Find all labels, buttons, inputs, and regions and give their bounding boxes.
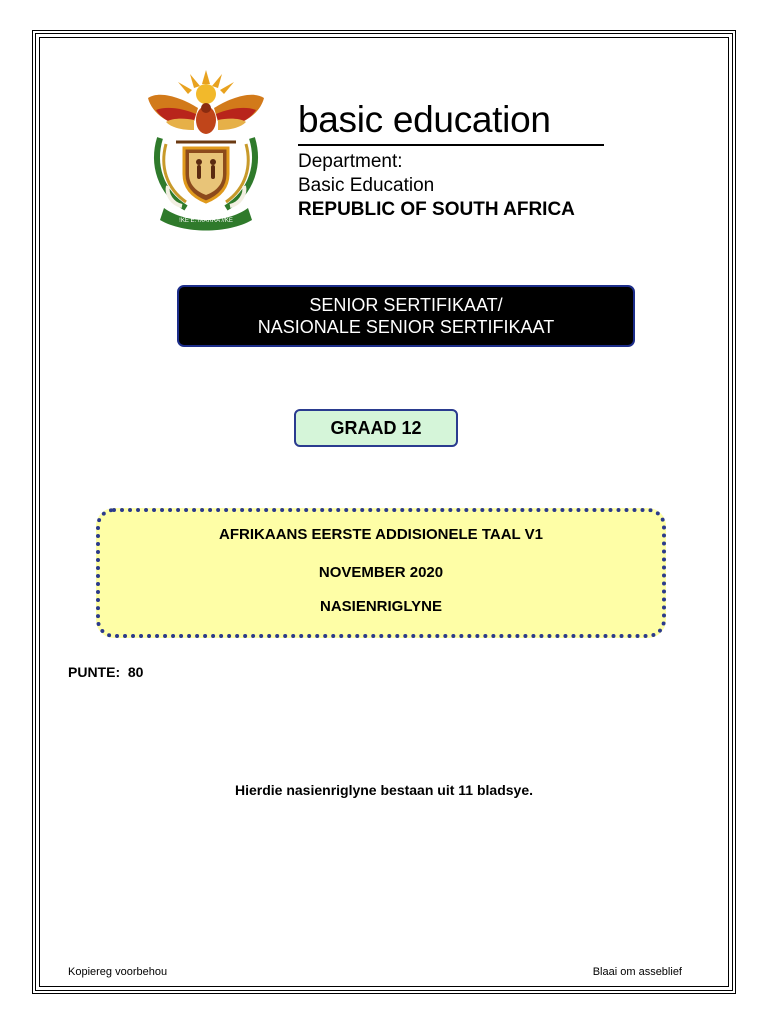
crest-motto: !KE E: /XARRA //KE [179,218,233,224]
subject-panel [96,508,666,638]
copyright-footer: Kopiereg voorbehou [68,966,168,978]
country-name: REPUBLIC OF SOUTH AFRICA [298,199,575,220]
exam-session: NOVEMBER 2020 [318,564,444,581]
department-brand [298,100,608,222]
certificate-line-1: SENIOR SERTIFIKAAT/ [309,295,503,315]
certificate-banner [177,285,635,347]
turn-over-footer: Blaai om asseblief [592,966,682,978]
department-name: Basic Education [298,175,435,196]
grade-badge: GRAAD 12 [294,409,458,447]
total-marks: PUNTE: 80 [68,664,144,680]
subject-paper: AFRIKAANS EERSTE ADDISIONELE TAAL V1 [219,526,543,543]
certificate-line-2: NASIONALE SENIOR SERTIFIKAAT [257,317,555,337]
document-type: NASIENRIGLYNE [320,598,442,615]
coat-of-arms-icon [142,68,270,232]
page-count-note: Hierdie nasienriglyne bestaan uit 11 bladsye. [234,782,533,798]
brand-title: basic education [298,100,604,146]
department-label: Department: [298,151,403,172]
